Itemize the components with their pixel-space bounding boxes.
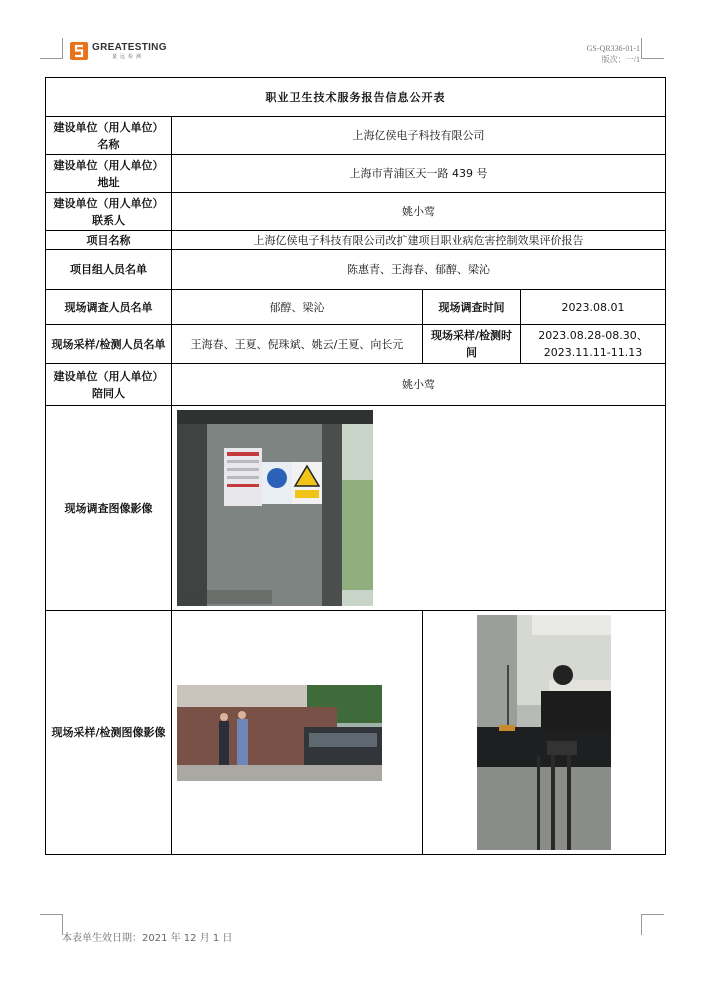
logo-icon <box>70 42 88 60</box>
value-unit-address: 上海市青浦区天一路 439 号 <box>172 155 666 193</box>
label-escort: 建设单位（用人单位）陪同人 <box>46 364 172 406</box>
sampling-lab-photo <box>477 615 611 850</box>
value-unit-contact: 姚小莺 <box>172 193 666 231</box>
crop-mark-bottom-right <box>641 914 664 935</box>
label-survey-time: 现场调查时间 <box>423 290 521 325</box>
survey-photo <box>177 410 373 606</box>
sampling-images-cell-left <box>172 611 423 855</box>
label-project-name: 项目名称 <box>46 231 172 250</box>
value-project-name: 上海亿侯电子科技有限公司改扩建项目职业病危害控制效果评价报告 <box>172 231 666 250</box>
value-unit-name: 上海亿侯电子科技有限公司 <box>172 117 666 155</box>
label-sampling-images: 现场采样/检测图像影像 <box>46 611 172 855</box>
label-unit-name: 建设单位（用人单位）名称 <box>46 117 172 155</box>
logo-subtitle: 量远检测 <box>112 53 145 60</box>
sampling-gate-photo <box>177 685 382 781</box>
label-sampling-time: 现场采样/检测时间 <box>423 325 521 364</box>
effective-date: 本表单生效日期：2021 年 12 月 1 日 <box>62 933 233 944</box>
crop-mark-top-left <box>40 38 63 59</box>
label-project-team: 项目组人员名单 <box>46 250 172 290</box>
value-project-team: 陈惠青、王海春、郁醇、梁沁 <box>172 250 666 290</box>
document-info <box>587 43 640 65</box>
survey-images-cell <box>172 406 666 611</box>
disclosure-table <box>45 77 666 855</box>
label-survey-images: 现场调查图像影像 <box>46 406 172 611</box>
value-sampling-staff: 王海春、王夏、倪珠斌、姚云/王夏、向长元 <box>172 325 423 364</box>
crop-mark-top-right <box>641 38 664 59</box>
label-survey-staff: 现场调查人员名单 <box>46 290 172 325</box>
table-title: 职业卫生技术服务报告信息公开表 <box>46 78 666 117</box>
value-sampling-time <box>521 325 666 364</box>
document-edition: 版次：一/1 <box>601 55 640 64</box>
value-escort: 姚小莺 <box>172 364 666 406</box>
value-survey-time: 2023.08.01 <box>521 290 666 325</box>
company-logo <box>70 42 167 60</box>
document-code: GS-QR336-01-1 <box>586 44 640 53</box>
label-unit-address: 建设单位（用人单位）地址 <box>46 155 172 193</box>
label-unit-contact: 建设单位（用人单位）联系人 <box>46 193 172 231</box>
crop-mark-bottom-left <box>40 914 63 935</box>
label-sampling-staff: 现场采样/检测人员名单 <box>46 325 172 364</box>
value-survey-staff: 郁醇、梁沁 <box>172 290 423 325</box>
logo-name: GREATESTING <box>92 41 167 53</box>
value-sampling-time-2: 2023.11.11-11.13 <box>543 346 643 359</box>
sampling-images-cell-right <box>423 611 666 855</box>
value-sampling-time-1: 2023.08.28-08.30、 <box>538 329 648 342</box>
